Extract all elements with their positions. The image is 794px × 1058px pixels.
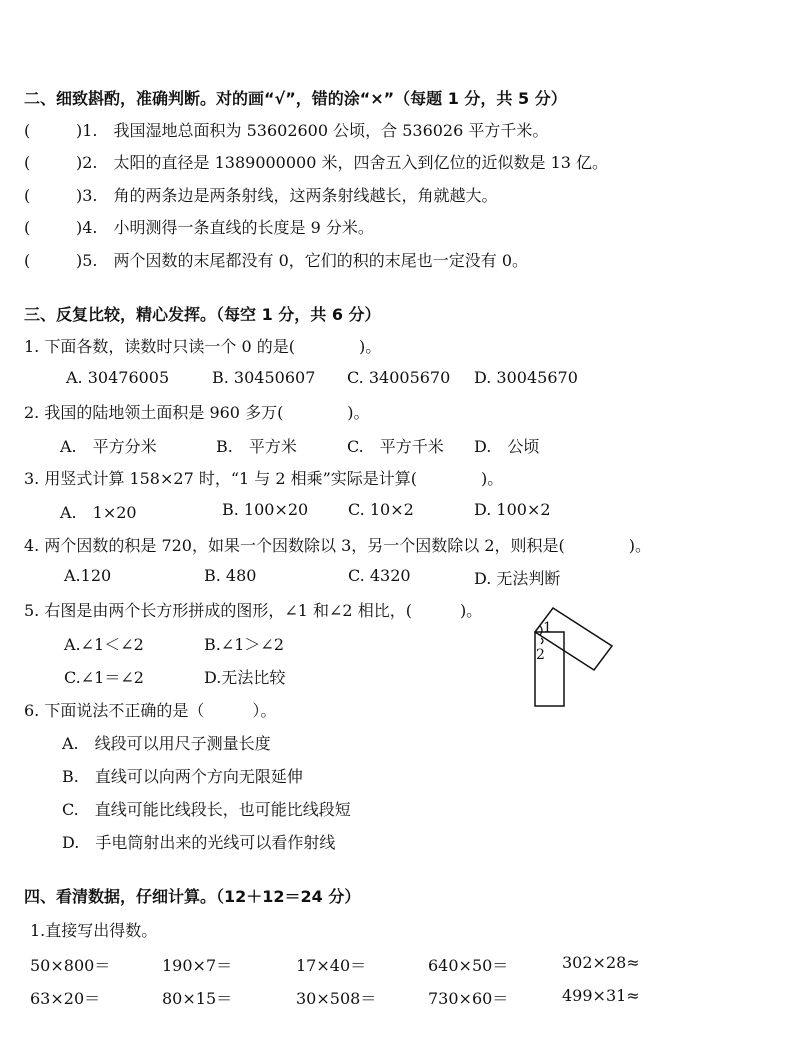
calc-2-1: 63×20＝ <box>30 989 101 1008</box>
judge-item-3 <box>24 183 498 206</box>
calc-1-5: 302×28≈ <box>562 953 640 972</box>
q6-option-b: B. 直线可以向两个方向无限延伸 <box>62 767 303 786</box>
q2-option-d: D. 公顷 <box>474 437 540 456</box>
angle-1-label: 1 <box>543 620 552 636</box>
judge-text: )3. 角的两条边是两条射线，这两条射线越长，角就越大。 <box>76 186 498 205</box>
q1-option-a: A. 30476005 <box>66 368 170 387</box>
section-4-title: 四、看清数据，仔细计算。（12＋12＝24 分） <box>24 887 361 906</box>
q6-option-d: D. 手电筒射出来的光线可以看作射线 <box>62 833 336 852</box>
calc-2-3: 30×508＝ <box>296 989 377 1008</box>
q5-option-d: D.无法比较 <box>204 668 286 687</box>
calc-2-4: 730×60＝ <box>428 989 509 1008</box>
q3-option-c: C. 10×2 <box>348 500 414 519</box>
q3-option-b: B. 100×20 <box>222 500 309 519</box>
judge-paren: ( <box>24 121 31 140</box>
judge-item-1 <box>24 118 548 141</box>
q2-option-a: A. 平方分米 <box>60 437 157 456</box>
q1-option-c: C. 34005670 <box>347 368 451 387</box>
judge-item-4 <box>24 215 374 238</box>
calc-1-2: 190×7＝ <box>162 956 233 975</box>
q1-option-d: D. 30045670 <box>474 368 578 387</box>
judge-paren: ( <box>24 251 31 270</box>
judge-text: )2. 太阳的直径是 1389000000 米，四舍五入到亿位的近似数是 13 亿。 <box>76 153 609 172</box>
q6-stem: 6. 下面说法不正确的是（ ）。 <box>24 701 277 720</box>
two-rectangles-figure <box>528 604 620 708</box>
judge-paren: ( <box>24 186 31 205</box>
q5-option-b: B.∠1＞∠2 <box>204 635 285 654</box>
q5-option-a: A.∠1＜∠2 <box>64 635 144 654</box>
judge-text: )1. 我国湿地总面积为 53602600 公顷，合 536026 平方千米。 <box>76 121 549 140</box>
q2-stem: 2. 我国的陆地领土面积是 960 多万( )。 <box>24 403 370 422</box>
calc-1-4: 640×50＝ <box>428 956 509 975</box>
q4-stem: 4. 两个因数的积是 720，如果一个因数除以 3，另一个因数除以 2，则积是( )。 <box>24 536 651 555</box>
q3-option-d: D. 100×2 <box>474 500 551 519</box>
section-3-title: 三、反复比较，精心发挥。（每空 1 分，共 6 分） <box>24 305 381 324</box>
judge-paren: ( <box>24 218 31 237</box>
angle-1-arc <box>540 626 542 635</box>
angle-2-arc <box>541 638 543 644</box>
q6-option-c: C. 直线可能比线段长，也可能比线段短 <box>62 800 351 819</box>
calc-2-5: 499×31≈ <box>562 986 640 1005</box>
q6-option-a: A. 线段可以用尺子测量长度 <box>62 734 271 753</box>
tilted-rectangle <box>535 608 612 670</box>
q2-option-c: C. 平方千米 <box>347 437 444 456</box>
q5-stem: 5. 右图是由两个长方形拼成的图形，∠1 和∠2 相比，( )。 <box>24 601 483 620</box>
q4-option-a: A.120 <box>64 566 112 585</box>
judge-text: )5. 两个因数的末尾都没有 0，它们的积的末尾也一定没有 0。 <box>76 251 529 270</box>
q1-stem: 1. 下面各数，读数时只读一个 0 的是( )。 <box>24 337 382 356</box>
judge-item-2 <box>24 150 608 173</box>
q1-option-b: B. 30450607 <box>212 368 316 387</box>
section-2-title: 二、细致斟酌，准确判断。对的画“√”，错的涂“×”（每题 1 分，共 5 分） <box>24 89 567 108</box>
calc-1-3: 17×40＝ <box>296 956 367 975</box>
q5-option-c: C.∠1＝∠2 <box>64 668 144 687</box>
judge-item-5 <box>24 248 528 271</box>
q4-option-d: D. 无法判断 <box>474 569 561 588</box>
q4-option-b: B. 480 <box>204 566 257 585</box>
q2-option-b: B. 平方米 <box>216 437 297 456</box>
q3-option-a: A. 1×20 <box>60 503 137 522</box>
judge-text: )4. 小明测得一条直线的长度是 9 分米。 <box>76 218 374 237</box>
q3-stem: 3. 用竖式计算 158×27 时，“1 与 2 相乘”实际是计算( )。 <box>24 469 504 488</box>
calc-2-2: 80×15＝ <box>162 989 233 1008</box>
calc-1-1: 50×800＝ <box>30 956 111 975</box>
angle-2-label: 2 <box>536 647 545 663</box>
judge-paren: ( <box>24 153 31 172</box>
section-4-sub1: 1.直接写出得数。 <box>30 921 158 940</box>
q4-option-c: C. 4320 <box>348 566 411 585</box>
vertical-rectangle <box>535 632 564 706</box>
